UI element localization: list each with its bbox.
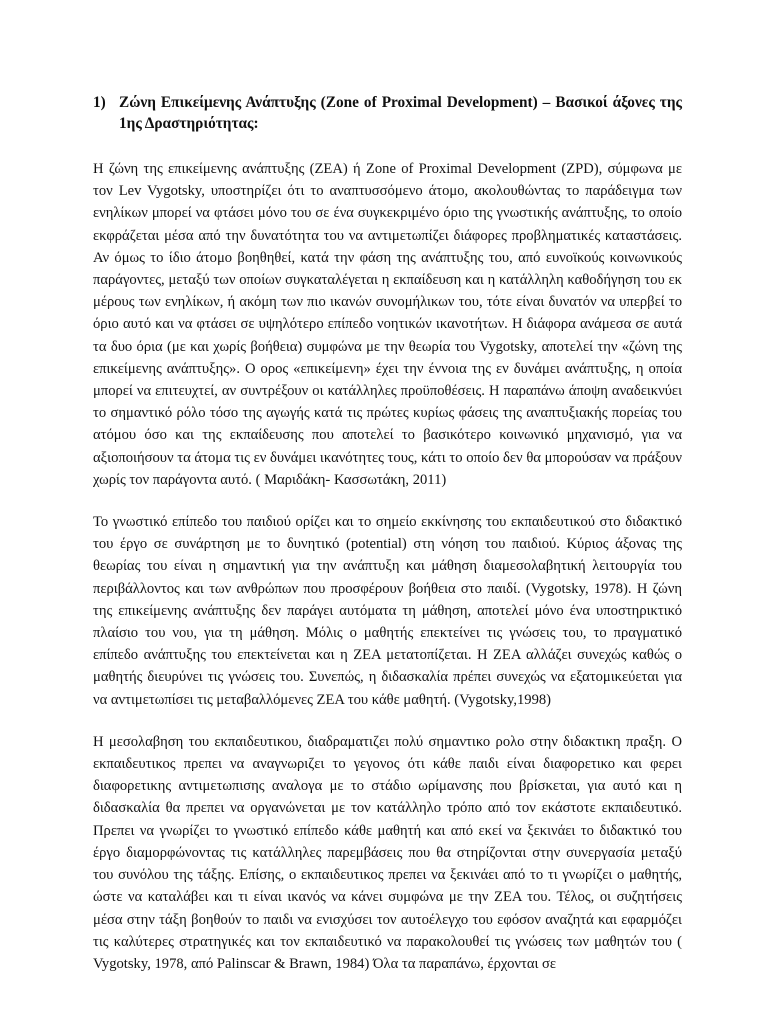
paragraph-3: Η μεσολαβηση του εκπαιδευτικου, διαδραματιζει πολύ σημαντικο ρολο στην διδακτικη πραξη. Ο εκπαιδευτικος πρεπει να αναγνωριζει το γεγονος ότι κάθε παιδι είναι διαφορετικο και φερει διαφορετικης αντιμετωπισης αναλογα με το στάδιο ωρίμανσης που βρίσκεται, για αυτό και η διδασκαλία θα πρεπει να οργανώνεται με τον κατάλληλο τρόπο από τον εκάστοτε εκπαιδευτικό. Πρεπει να γνωρίζει το γνωστικό επίπεδο κάθε μαθητή και από εκεί να ξεκινάει το διδακτικό του έργο διαμορφώνοντας τις κατάλληλες παρεμβάσεις που θα στηρίζονται στην συνεργασία μεταξύ του συνόλου της τάξης. Επίσης, ο εκπαιδευτικος πρεπει να ξεκινάει από το τι γνωρίζει ο μαθητής, ώστε να καταλάβει και τι είναι ικανός να κάνει συμφώνα με την ΖΕΑ του. Τέλος, οι συζητήσεις μέσα στην τάξη βοηθούν το παιδι να ενισχύσει τον αυτοέλεγχο του εφόσον αναζητά και εφαρμόζει τις καλύτερες στρατηγικές και τον εκπαιδευτικό να παρακολουθεί τις γνώσεις των μαθητών του ( Vygotsky, 1978, από Palinscar & Brawn, 1984) Όλα τα παραπάνω, έρχονται σε [93,733,682,972]
section-number: 1) [93,94,106,111]
section-title: Ζώνη Επικείμενης Ανάπτυξης (Zone of Proximal Development) – Βασικοί άξονες της 1ης Δραστηριότητας: [119,94,682,132]
paragraph-2: Το γνωστικό επίπεδο του παιδιού ορίζει και το σημείο εκκίνησης του εκπαιδευτικού στο διδακτικό του έργο σε συνάρτηση με το δυνητικό (potential) στη νόηση του παιδιού. Κύριος άξονας της θεωρίας του είναι η σημαντική για την ανάπτυξη και μάθηση διαμεσολαβητική λειτουργία του περιβάλλοντος και των ανθρώπων που προσφέρουν βοήθεια στο παιδί. (Vygotsky, 1978). Η ζώνη της επικείμενης ανάπτυξης δεν παράγει αυτόματα τη μάθηση, αποτελεί μόνο ένα υποστηρικτικό πλαίσιο του νου, για τη μάθηση. Μόλις ο μαθητής επεκτείνει τις γνώσεις του, το πραγματικό επίπεδο ανάπτυξης του επεκτείνεται και η ΖΕΑ μετατοπίζεται. Η ΖΕΑ αλλάζει συνεχώς καθώς ο μαθητής διευρύνει τις γνώσεις του. Συνεπώς, η διδασκαλία πρέπει συνεχώς να εξατομικεύεται για να αντιμετωπίσει τις μεταβαλλόμενες ΖΕΑ του κάθε μαθητή. (Vygotsky,1998) [93,514,682,708]
section-heading [93,92,682,134]
paragraph-1: Η ζώνη της επικείμενης ανάπτυξης (ΖΕΑ) ή Zone of Proximal Development (ZPD), σύμφωνα με τον Lev Vygotsky, υποστηρίζει ότι το αναπτυσσόμενο άτομο, ακολουθώντας το παράδειγμα των ενηλίκων μπορεί να φτάσει μόνο του σε ένα συγκεκριμένο όριο της γνωστικής ανάπτυξης, το οποίο εκφράζεται μέσα από την δυνατότητα του να αντιμετωπίζει διάφορες προβληματικές καταστάσεις. Αν όμως το ίδιο άτομο βοηθηθεί, κατά την φάση της ανάπτυξης του, από ευνοϊκούς κοινωνικούς παράγοντες, μεταξύ των οποίων συγκαταλέγεται η εκπαίδευση και η κατάλληλη καθοδήγηση του εκ μέρους των ενηλίκων, ή ακόμη των πιο ικανών συνομήλικων του, τότε είναι δυνατόν να υπερβεί το όριο αυτό και να φτάσει σε υψηλότερο επίπεδο νοητικών ικανοτήτων. Η διάφορα ανάμεσα σε αυτά τα δυο όρια (με και χωρίς βοήθεια) συμφώνα με την θεωρία του Vygotsky, αποτελεί την «ζώνη της επικείμενης ανάπτυξης». Ο ορος «επικείμενη» έχει την έννοια της εν δυνάμει ανάπτυξης, η οποία μπορεί να επιτευχτεί, αν συντρέξουν οι κατάλληλες προϋποθέσεις. Η παραπάνω άποψη αναδεικνύει το σημαντικό ρόλο τόσο της αγωγής κατά τις πρώτες κυρίως φάσεις της αναπτυξιακής πορείας του ατόμου όσο και της εκπαίδευσης που αποτελεί το βασικότερο κοινωνικό μηχανισμό, για να αξιοποιήσουν τα άτομα τις εν δυνάμει ικανότητες τους, κάτι το οποίο δεν θα μπορούσαν να πράξουν χωρίς τον παράγοντα αυτό. ( Μαριδάκη- Κασσωτάκη, 2011) [93,161,682,488]
